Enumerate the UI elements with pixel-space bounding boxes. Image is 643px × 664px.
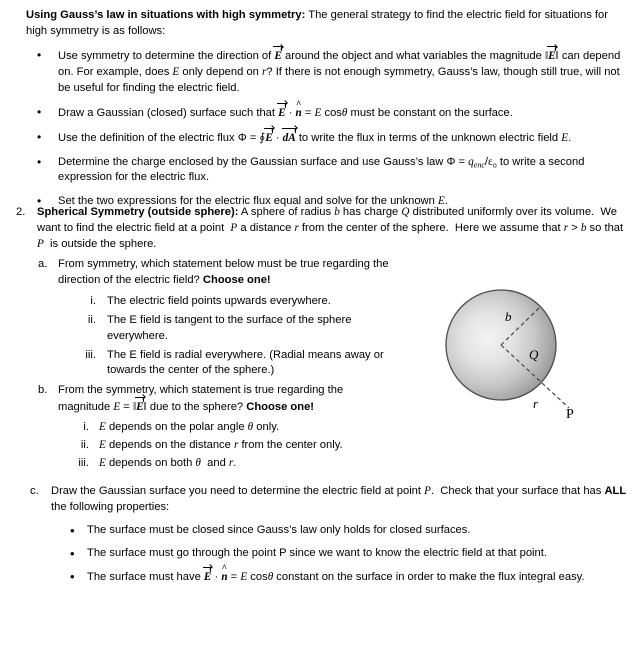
option-numeral: iii. (85, 348, 96, 361)
option-numeral: i. (90, 294, 96, 307)
part-b-option-ii[interactable] (67, 438, 398, 454)
label-distance-r: r (533, 396, 539, 411)
bullet-dot-icon: • (70, 522, 75, 538)
part-c-requirements (67, 523, 630, 586)
question-2-part-c (30, 484, 630, 593)
bullet-text: Set the two expressions for the electric flux equal and solve for the unknown E. (58, 195, 448, 208)
part-b-option-i[interactable] (67, 420, 398, 436)
part-b-magnitude-math: E = ‖E‖ (113, 401, 146, 413)
option-text: E depends on the distance r from the center only. (99, 438, 343, 451)
question-2-text: A sphere of radius b has charge Q distributed uniformly over its volume. We want to find the electric field at a point P a distance r from the center of the sphere. Here we assume that r > b so that P is outside the sphere. (37, 206, 624, 250)
option-numeral: ii. (80, 438, 89, 451)
sphere-diagram-svg (425, 282, 625, 432)
part-b-prompt-mid: due to the sphere? (146, 400, 247, 413)
sphere-diagram (425, 282, 625, 432)
part-b-body (58, 383, 398, 472)
bullet-text: Determine the charge enclosed by the Gaussian surface and use Gauss’s law $\Phi = q_{enc}/\varepsilon_o$ to write a second expression for the electric flux. (58, 155, 585, 184)
part-a-choose-one: Choose one! (202, 273, 271, 286)
part-b-option-iii[interactable] (67, 456, 398, 472)
question-2-part-b (38, 383, 398, 474)
question-2-body (37, 205, 628, 253)
bullet-dot-icon: • (70, 568, 75, 584)
label-charge-q: Q (529, 347, 539, 362)
option-text: E depends on the polar angle θ only. (99, 420, 280, 433)
part-a-option-ii[interactable] (74, 313, 398, 345)
option-text: The E field is radial everywhere. (Radial means away or towards the center of the sphere.) (107, 348, 384, 377)
strategy-heading: Using Gauss’s law in situations with high symmetry: (26, 9, 306, 21)
requirement-text: The surface must be closed since Gauss’s law only holds for closed surfaces. (87, 523, 471, 536)
part-a-body (58, 257, 398, 379)
strategy-intro-paragraph (26, 8, 626, 40)
option-numeral: i. (83, 420, 89, 433)
requirement-text: The surface must have E · n ^ = E cosθ constant on the surface in order to make the flux integral easy. (87, 571, 585, 583)
question-number: 2. (16, 206, 26, 218)
bullet-dot-icon: • (37, 48, 42, 62)
question-2-part-a (38, 257, 398, 382)
strategy-bullet-symmetry-direction (26, 48, 626, 97)
part-c-letter: c. (30, 485, 39, 497)
requirement-constant-flux (67, 569, 630, 586)
part-a-option-iii[interactable] (74, 348, 398, 380)
requirement-text: The surface must go through the point P since we want to know the electric field at that point. (87, 546, 547, 559)
part-c-prompt-after: the following properties: (51, 500, 170, 513)
question-2-heading: Spherical Symmetry (outside sphere): (37, 206, 239, 218)
part-a-letter: a. (38, 258, 48, 270)
question-2 (16, 205, 628, 253)
strategy-bullet-charge-enclosed (26, 155, 626, 187)
part-a-option-i[interactable] (74, 294, 398, 310)
bullet-text: Draw a Gaussian (closed) surface such that E · n ^ = E cosθ must be constant on the surface. (58, 107, 513, 119)
part-c-body (51, 484, 630, 586)
bullet-dot-icon: • (37, 104, 42, 119)
option-text: E depends on both θ and r. (99, 456, 237, 469)
label-point-p: P (566, 407, 574, 422)
part-b-letter: b. (38, 384, 48, 396)
part-a-prompt: From symmetry, which statement below must be true regarding the direction of the electric field? (58, 258, 389, 286)
part-b-prompt: From the symmetry, which statement is true regarding the magnitude (58, 384, 344, 413)
bullet-dot-icon: • (37, 154, 42, 169)
requirement-through-p (67, 546, 630, 562)
bullet-dot-icon: • (37, 129, 42, 144)
bullet-text: Use the definition of the electric flux Φ = ∮E · dA to write the flux in terms of the unknown electric field E. (58, 132, 571, 144)
strategy-bullet-list (26, 48, 626, 218)
label-radius-b: b (505, 309, 512, 324)
bullet-dot-icon: • (37, 194, 42, 209)
part-b-choose-one: Choose one! (246, 400, 315, 413)
option-numeral: iii. (78, 456, 89, 469)
bullet-dot-icon: • (70, 545, 75, 561)
strategy-intro-text: The general strategy to find the electric field for situations for high symmetry is as follows: (26, 9, 608, 37)
requirement-closed (67, 523, 630, 539)
option-text: The E field is tangent to the surface of the sphere everywhere. (107, 313, 352, 342)
part-c-all-emphasis: ALL (604, 485, 627, 497)
option-numeral: ii. (87, 313, 96, 326)
strategy-bullet-gaussian-surface (26, 105, 626, 122)
part-b-options (67, 420, 398, 472)
option-text: The electric field points upwards everywhere. (107, 294, 331, 307)
bullet-text: Use symmetry to determine the direction of E around the object and what variables the magnitude ‖E‖ can depend on. For example, does E only depend on r? If there is not enough symmetry, Gauss’s law, though still true, will not be useful for finding the electric field. (58, 50, 621, 94)
part-a-options (74, 294, 398, 380)
strategy-bullet-flux-definition (26, 130, 626, 147)
part-c-prompt: Draw the Gaussian surface you need to determine the electric field at point P. Check that your surface that has (51, 485, 605, 497)
